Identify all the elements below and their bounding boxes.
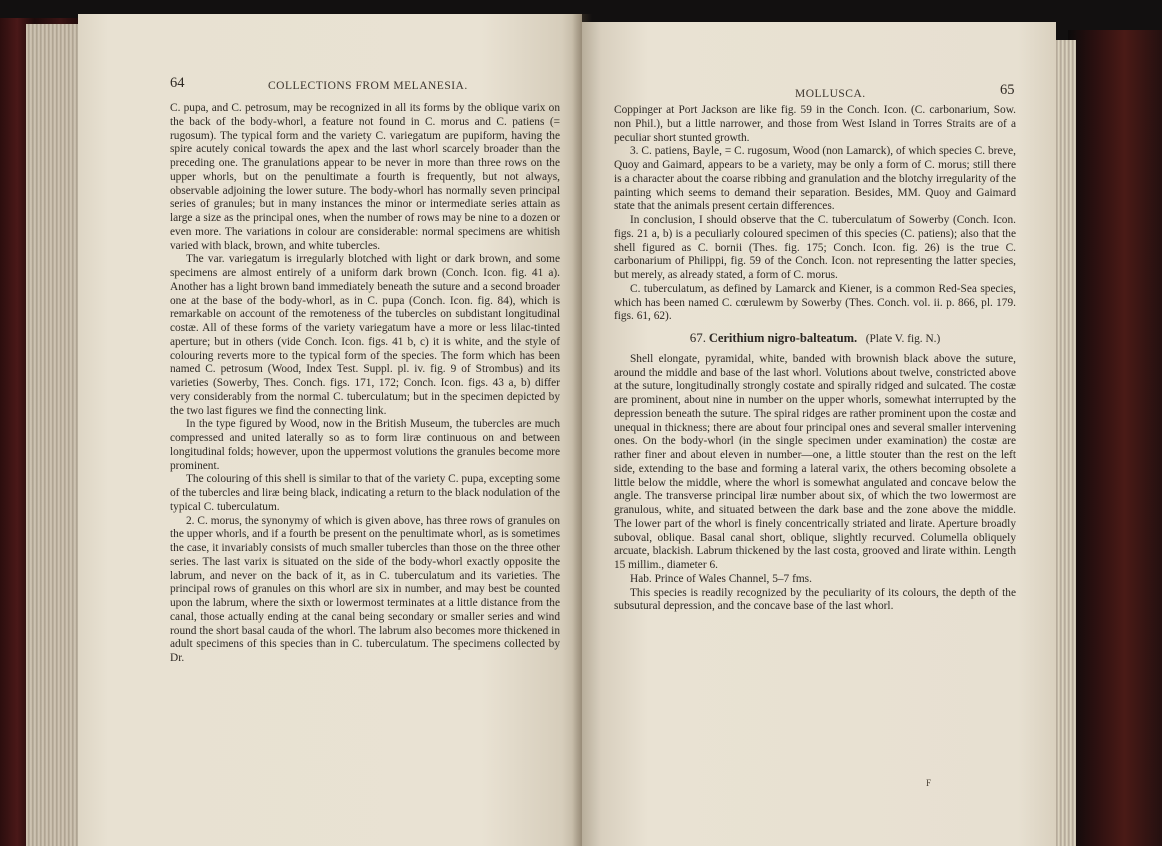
right-page-body — [614, 104, 1016, 614]
species-heading — [614, 331, 1016, 347]
left-page-number: 64 — [170, 75, 185, 91]
paragraph: Coppinger at Port Jackson are like fig. 59 in the Conch. Icon. (C. carbonarium, Sow. non Phil.), but a little narrower, and those from West Island in Torres Straits are of a peculiar short stunted growth. — [614, 104, 1016, 144]
plate-reference: (Plate V. fig. N.) — [865, 333, 941, 345]
right-page-number: 65 — [1000, 82, 1015, 98]
signature-mark: F — [926, 778, 932, 788]
paragraph: 3. C. patiens, Bayle, = C. rugosum, Wood (non Lamarck), of which species C. breve, Quoy and Gaimard, appears to be a variety, may be only a form of C. morus; still there is a character about the coarse ribbing and granulation and the blotchy irregularity of the painting which seems to demand their separation. Besides, MM. Quoy and Gaimard state that the animals present certain differences. — [614, 145, 1016, 213]
paragraph: C. pupa, and C. petrosum, may be recognized in all its forms by the oblique varix on the back of the body-whorl, a feature not found in C. morus and C. patiens (= rugosum). The typical form and the variety C. variegatum are pupiform, having the spire acutely conical towards the apex and the last whorl scarcely broader than the preceding one. The granulations appear to be never in more than three rows on the upper whorls, but on the penultimate a fourth is frequently, but not always, observable adjoining the lower suture. The body-whorl has normally seven principal series of granules; but in many instances the minor or intermediate series attain as large a size as the principal ones, when the number of rows may be nine to a dozen or even more. The variations in colour are considerable: normal specimens are whitish varied with black, brown, and white tubercles. — [170, 102, 560, 252]
paragraph: 2. C. morus, the synonymy of which is given above, has three rows of granules on the upper whorls, and if a fourth be present on the penultimate whorl, as is sometimes the case, it invariably consists of much smaller tubercles than those on the three other series. The last varix is situated on the side of the body-whorl exactly opposite the labrum, and never on the back of it, as in C. tuberculatum and its varieties. The principal rows of granules on this whorl are six in number, and may best be counted upon the labrum, where the sixth or lowermost terminates at a little distance from the canal, those actually ending at the canal being secondary or smaller series and wind round the short basal cauda of the whorl. The labrum also becomes more thickened in adult specimens of this species than in C. tuberculatum. The specimens collected by Dr. — [170, 514, 560, 664]
book-cover-right — [1068, 30, 1162, 846]
right-running-header: MOLLUSCA. — [795, 88, 866, 100]
species-name: Cerithium nigro-balteatum. — [708, 331, 858, 345]
left-running-header: COLLECTIONS FROM MELANESIA. — [268, 80, 468, 92]
paragraph: In the type figured by Wood, now in the British Museum, the tubercles are much compressed and united laterally so as to form liræ continuous on and between longitudinal folds; however, upon the uppermost volutions the granules become more prominent. — [170, 418, 560, 472]
left-page-body — [170, 102, 560, 666]
paragraph: This species is readily recognized by the peculiarity of its colours, the depth of the subsutural depression, and the concave base of the last whorl. — [614, 586, 1016, 613]
paragraph: The colouring of this shell is similar to that of the variety C. pupa, excepting some of the tubercles and liræ being black, indicating a return to the black nodulation of the typical C. tuberculatum. — [170, 473, 560, 513]
species-number: 67. — [689, 330, 706, 345]
paragraph: C. tuberculatum, as defined by Lamarck and Kiener, is a common Red-Sea species, which has been named C. cœrulewm by Sowerby (Thes. Conch. vol. ii. p. 866, pl. 179. figs. 61, 62). — [614, 282, 1016, 323]
paragraph: Shell elongate, pyramidal, white, banded with brownish black above the suture, around the middle and base of the last whorl. Volutions about twelve, constricted above at the suture, longitudinally strongly costate and spirally ridged and sulcated. The costæ are prominent, about nine in number on the upper whorls, somewhat interrupted by the depression beneath the suture. The spiral ridges are rather prominent upon the costæ and unequal in thickness; there are about four principal ones and several smaller intervening ones. On the body-whorl (in the single specimen under examination) the costæ are rather finer and about eleven in number—one, a little stouter than the rest on the left side, extending to the base and forming a lateral varix, the others becoming obsolete a little below the middle, where the whorl is somewhat angulated and concave below the angle. The transverse principal liræ number about six, of which the two lowermost are granulous, white, and situated between the dark base and the zone above the middle. The lower part of the whorl is finely concentrically striated and lirate. Aperture broadly suboval, oblique. Basal canal short, oblique, slightly recurved. Columella obliquely arcuate, blackish. Labrum thickened by the last costa, grooved and lirate within. Length 15 millim., diameter 6. — [614, 352, 1016, 571]
paragraph: Hab. Prince of Wales Channel, 5–7 fms. — [630, 572, 812, 585]
paragraph: In conclusion, I should observe that the C. tuberculatum of Sowerby (Conch. Icon. figs. 21 a, b) is a peculiarly coloured specimen of this species (C. patiens); also that the shell figured as C. bornii (Thes. fig. 175; Conch. Icon. fig. 26) is the true C. carbonarium of Philippi, fig. 59 of the Conch. Icon. not representing the latter species, but merely, as already stated, a form of C. morus. — [614, 214, 1016, 281]
paragraph: The var. variegatum is irregularly blotched with light or dark brown, and some specimens are almost entirely of a uniform dark brown (Conch. Icon. fig. 41 a). Another has a light brown band immediately beneath the suture and a second broader one at the base of the body-whorl, as in C. pupa (Conch. Icon. fig. 84), which is remarkable on account of the remoteness of the tubercles on subdistant longitudinal costæ. All of these forms of the variety variegatum have a more or less lilac-tinted aperture; but in others (vide Conch. Icon. figs. 41 b, c) it is white, and the style of colouring reverts more to the typical form of the species. The form which has been named C. petrosum (Wood, Index Test. Suppl. pl. iv. fig. 9 of Strombus) and its varieties (Sowerby, Thes. Conch. figs. 171, 172; Conch. Icon. figs. 43 a, b) differ very considerably from the normal C. tuberculatum; but in the specimen depicted by the two last figures we find the connecting link. — [170, 253, 560, 417]
